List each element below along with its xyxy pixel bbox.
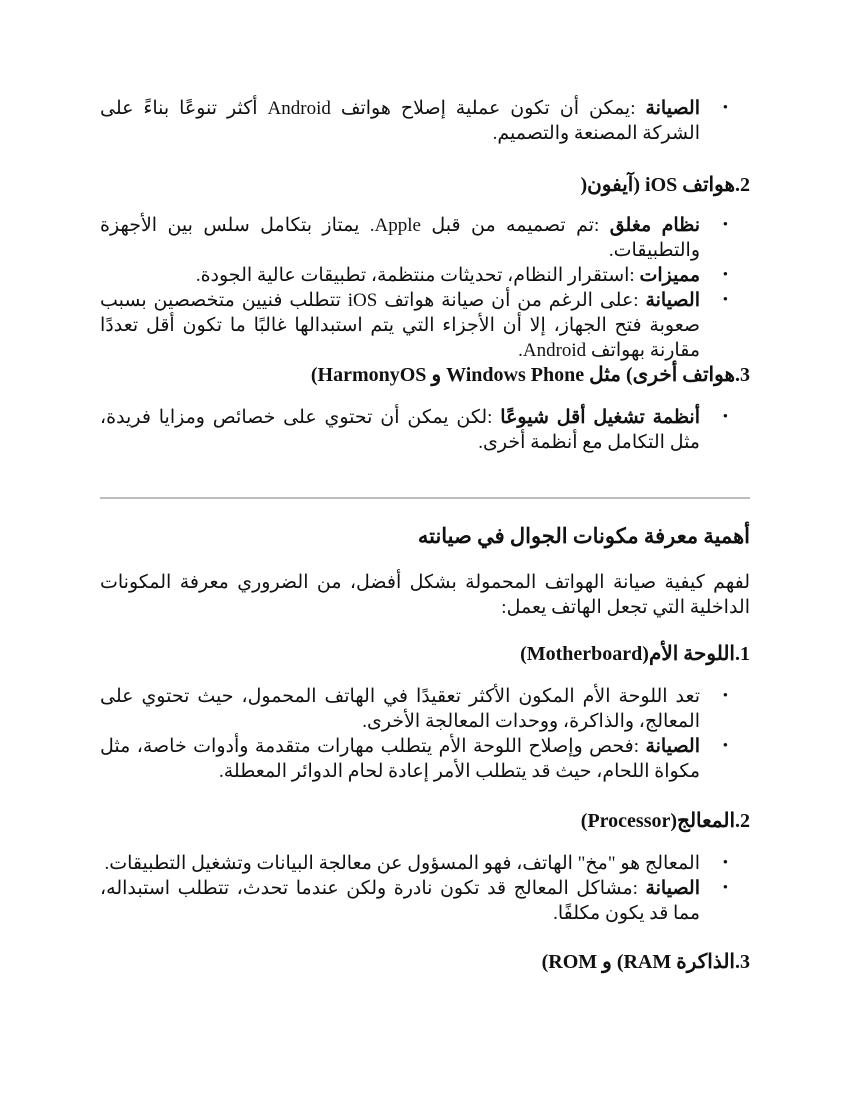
motherboard-heading: 1.اللوحة الأم(Motherboard) xyxy=(520,643,750,665)
list-item xyxy=(100,734,750,784)
section-title: أهمية معرفة مكونات الجوال في صيانته xyxy=(417,524,750,548)
processor-heading: 2.المعالج(Processor) xyxy=(580,810,750,832)
item-text: :استقرار النظام، تحديثات منتظمة، تطبيقات عالية الجودة. xyxy=(195,265,640,286)
section-divider xyxy=(100,497,750,499)
motherboard-list xyxy=(100,684,750,784)
item-label: مميزات xyxy=(639,265,700,286)
item-label: الصيانة xyxy=(645,290,700,311)
item-label: الصيانة xyxy=(645,878,700,899)
other-heading: 3.هواتف أخرى) مثل Windows Phone و HarmonyOS) xyxy=(310,364,750,386)
item-text: :لكن يمكن أن تحتوي على خصائص ومزايا فريدة، مثل التكامل مع أنظمة أخرى. xyxy=(100,407,700,453)
list-item xyxy=(100,876,750,926)
ios-heading: 2.هواتف iOS (آيفون( xyxy=(580,174,750,196)
item-text: المعالج هو "مخ" الهاتف، فهو المسؤول عن معالجة البيانات وتشغيل التطبيقات. xyxy=(104,853,700,874)
item-text: :يمكن أن تكون عملية إصلاح هواتف Android أكثر تنوعًا بناءً على الشركة المصنعة والتصميم. xyxy=(100,98,700,144)
list-item xyxy=(100,684,750,734)
list-item xyxy=(100,96,750,146)
list-item xyxy=(100,405,750,455)
android-list xyxy=(100,96,750,146)
list-item xyxy=(100,851,750,876)
list-item xyxy=(100,263,750,288)
item-label: الصيانة xyxy=(645,736,700,757)
processor-list xyxy=(100,851,750,926)
list-item xyxy=(100,288,750,363)
intro-paragraph: لفهم كيفية صيانة الهواتف المحمولة بشكل أفضل، من الضروري معرفة المكونات الداخلية التي تجعل الهاتف يعمل: xyxy=(100,572,750,618)
list-item xyxy=(100,213,750,263)
item-label: الصيانة xyxy=(645,98,700,119)
item-text: :على الرغم من أن صيانة هواتف iOS تتطلب فنيين متخصصين بسبب صعوبة فتح الجهاز، إلا أن الأجزاء التي يتم استبدالها غالبًا ما تكون أقل تعددًا مقارنة بهواتف Android. xyxy=(100,290,700,361)
item-label: نظام مغلق xyxy=(609,215,700,236)
ios-list xyxy=(100,213,750,363)
item-label: أنظمة تشغيل أقل شيوعًا xyxy=(500,407,700,428)
item-text: :مشاكل المعالج قد تكون نادرة ولكن عندما تحدث، تتطلب استبداله، مما قد يكون مكلفًا. xyxy=(100,878,700,924)
item-text: :تم تصميمه من قبل Apple. يمتاز بتكامل سلس بين الأجهزة والتطبيقات. xyxy=(100,215,700,261)
item-text: تعد اللوحة الأم المكون الأكثر تعقيدًا في الهاتف المحمول، حيث تحتوي على المعالج، والذاكرة، ووحدات المعالجة الأخرى. xyxy=(100,686,700,732)
item-text: :فحص وإصلاح اللوحة الأم يتطلب مهارات متقدمة وأدوات خاصة، مثل مكواة اللحام، حيث قد يتطلب الأمر إعادة لحام الدوائر المعطلة. xyxy=(100,736,700,782)
memory-heading: 3.الذاكرة RAM) و ROM) xyxy=(541,951,750,973)
other-list xyxy=(100,405,750,455)
